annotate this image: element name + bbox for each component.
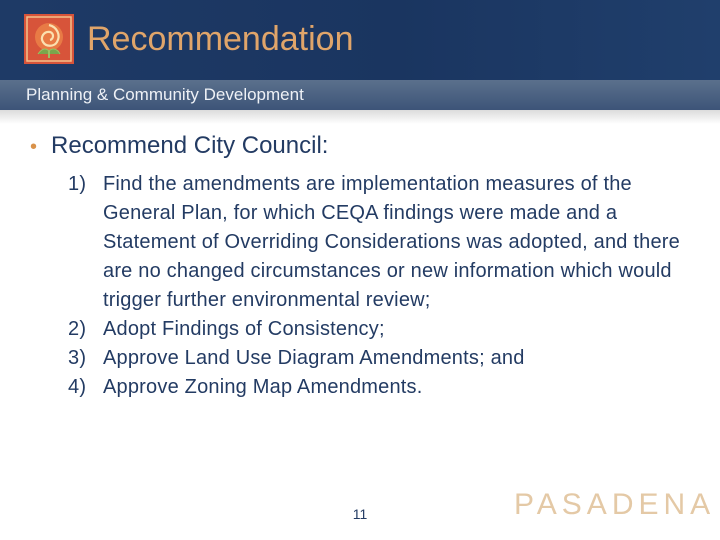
bullet-heading (30, 131, 328, 162)
recommendation-list (68, 170, 708, 402)
department-subtitle: Planning & Community Development (26, 85, 304, 104)
bullet-icon: • (30, 136, 38, 158)
list-item (68, 344, 708, 373)
pasadena-wordmark: PASADENA (514, 488, 716, 521)
header-shadow (0, 110, 720, 124)
page-number: 11 (352, 506, 368, 522)
list-item (68, 170, 708, 315)
list-item-text: Adopt Findings of Consistency; (103, 318, 385, 340)
slide-title: Recommendation (87, 20, 354, 58)
rose-logo-icon (24, 14, 74, 64)
list-item-number: 2) (68, 318, 87, 340)
list-item (68, 373, 708, 402)
list-item-text: Approve Land Use Diagram Amendments; and (103, 347, 525, 369)
bullet-heading-text: Recommend City Council: (51, 132, 329, 159)
list-item-text: Find the amendments are implementation measures of the General Plan, for which CEQA findings were made and a Statement of Overriding Considerations was adopted, and there are no changed circumstances or new information which would trigger further environmental review; (103, 173, 680, 311)
list-item-number: 1) (68, 173, 87, 195)
list-item-number: 3) (68, 347, 87, 369)
list-item-text: Approve Zoning Map Amendments. (103, 376, 423, 398)
list-item-number: 4) (68, 376, 87, 398)
list-item (68, 315, 708, 344)
